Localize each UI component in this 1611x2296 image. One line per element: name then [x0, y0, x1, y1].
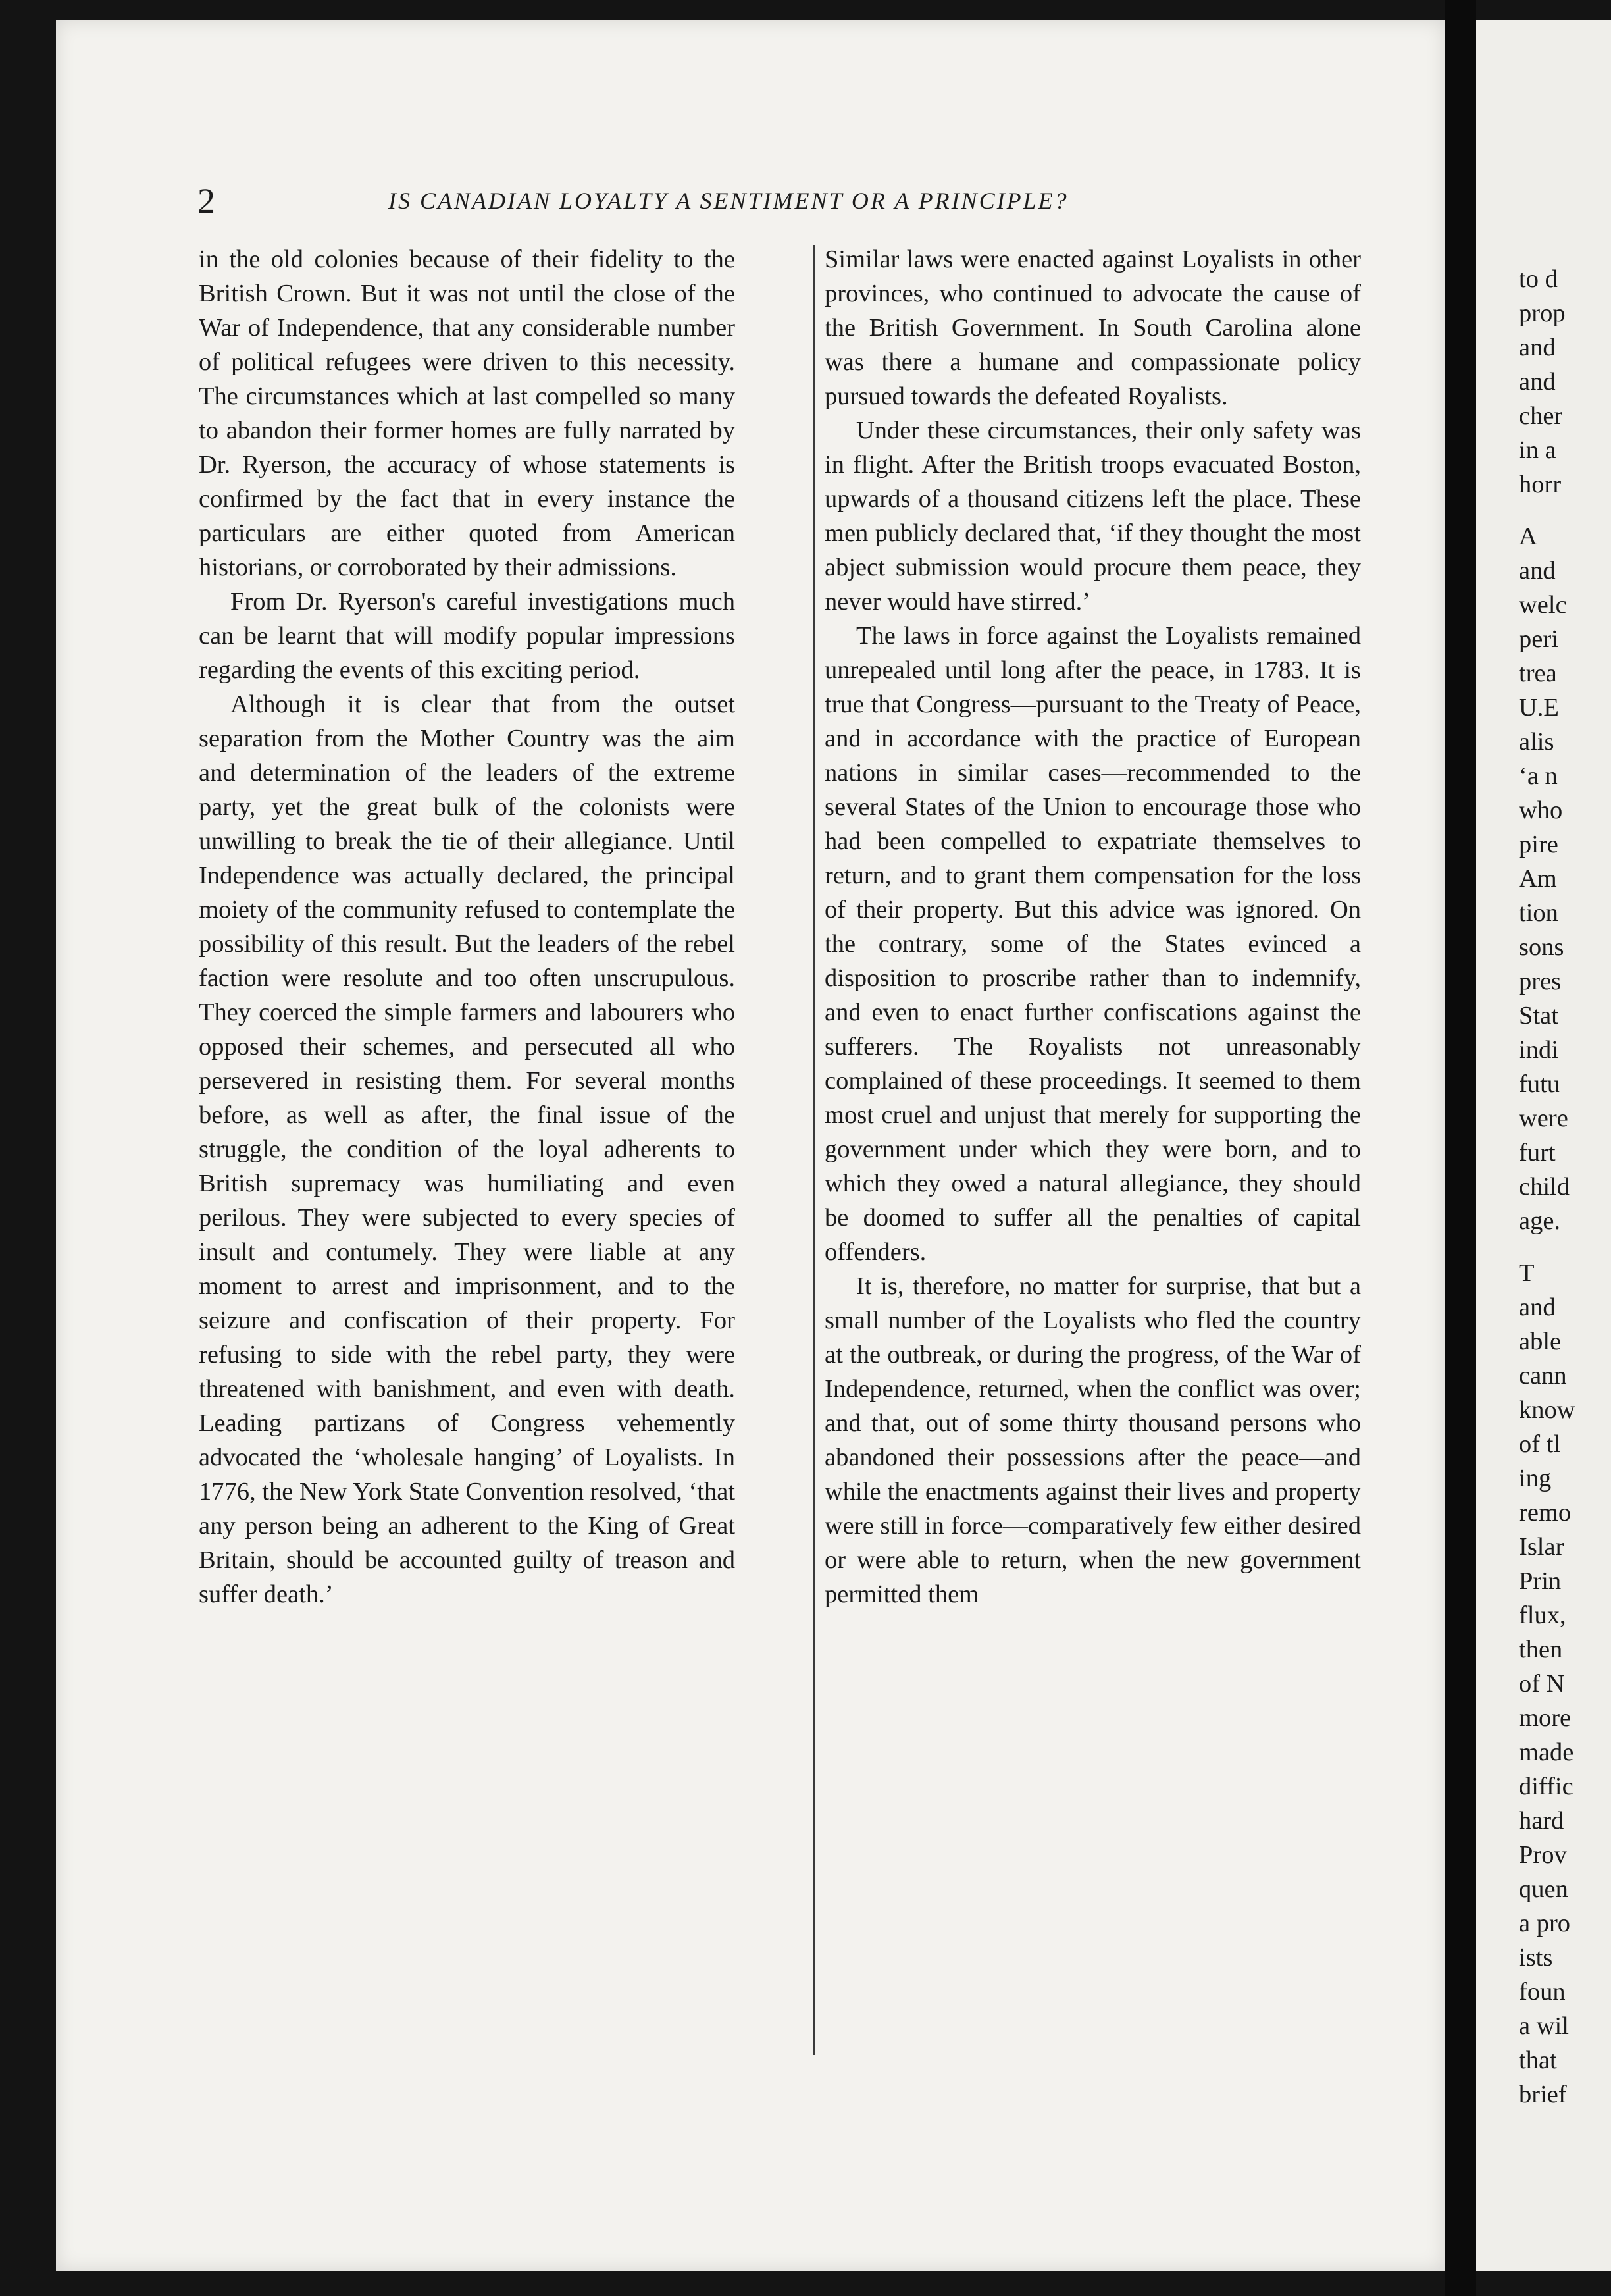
- facing-line-fragment: A: [1519, 523, 1537, 550]
- facing-line-fragment: to d: [1519, 265, 1558, 293]
- facing-line-fragment: tion: [1519, 899, 1558, 927]
- facing-line-fragment: a pro: [1519, 1910, 1571, 1937]
- facing-line-fragment: made: [1519, 1738, 1574, 1766]
- facing-line-fragment: ing: [1519, 1465, 1552, 1492]
- facing-line-fragment: know: [1519, 1396, 1575, 1424]
- paragraph: Under these circumstances, their only safety was in flight. After the British troops evacuated Boston, upwards of a thousand citizens left the place. These men publicly declared that, ‘if they thought the most abject submission would procure them peace, they never would have stirred.’: [825, 417, 1361, 615]
- facing-line-fragment: and: [1519, 1293, 1556, 1321]
- running-head: [197, 181, 1316, 221]
- page-number: 2: [197, 181, 215, 221]
- facing-line-fragment: [1519, 502, 1611, 519]
- left-text-column: [199, 242, 735, 1611]
- facing-line-fragment: foun: [1519, 1978, 1566, 2006]
- facing-line-fragment: Am: [1519, 865, 1557, 893]
- facing-line-fragment: cann: [1519, 1362, 1567, 1390]
- facing-line-fragment: were: [1519, 1105, 1568, 1132]
- facing-line-fragment: and: [1519, 557, 1556, 585]
- facing-line-fragment: more: [1519, 1704, 1572, 1732]
- facing-line-fragment: remo: [1519, 1499, 1572, 1526]
- facing-line-fragment: pres: [1519, 968, 1562, 995]
- facing-line-fragment: futu: [1519, 1070, 1560, 1098]
- facing-line-fragment: brief: [1519, 2081, 1567, 2108]
- facing-line-fragment: U.E: [1519, 694, 1559, 721]
- facing-line-fragment: hard: [1519, 1807, 1564, 1835]
- facing-line-fragment: horr: [1519, 471, 1562, 498]
- facing-line-fragment: age.: [1519, 1207, 1561, 1235]
- facing-line-fragment: that: [1519, 2047, 1557, 2074]
- running-title: IS CANADIAN LOYALTY A SENTIMENT OR A PRINCIPLE?: [388, 188, 1069, 214]
- facing-line-fragment: in a: [1519, 436, 1556, 464]
- paragraph: The laws in force against the Loyalists remained unrepealed until long after the peace, in 1783. It is true that Congress—pursuant to the Treaty of Peace, and in accordance with the practice of European nations in similar cases—recommended to the several States of the Union to encourage those who had been compelled to expatriate themselves to return, and to grant them compensation for the loss of their property. But this advice was ignored. On the contrary, some of the States evinced a disposition to proscribe rather than to indemnify, and even to enact further confiscations against the sufferers. The Royalists not unreasonably complained of these proceedings. It seemed to them most cruel and unjust that merely for supporting the government under which they were born, and to which they owed a natural allegiance, they should be doomed to suffer all the penalties of capital offenders.: [825, 622, 1361, 1266]
- right-text-column: [825, 242, 1361, 1611]
- page-gutter: [1445, 0, 1476, 2296]
- facing-line-fragment: and: [1519, 334, 1556, 361]
- facing-line-fragment: who: [1519, 796, 1563, 824]
- paragraph: It is, therefore, no matter for surprise, that but a small number of the Loyalists who fled the country at the outbreak, or during the progress, of the War of Independence, returned, when the conflict was over; and that, out of some thirty thousand persons who abandoned their possessions after the peace—and while the enactments against their lives and property were still in force—comparatively few either desired or were able to return, when the new government permitted them: [825, 1272, 1361, 1608]
- facing-line-fragment: of tl: [1519, 1430, 1561, 1458]
- facing-line-fragment: T: [1519, 1259, 1535, 1287]
- facing-page-text: [1519, 262, 1611, 2112]
- facing-page: [1476, 20, 1611, 2271]
- paragraph: Although it is clear that from the outset separation from the Mother Country was the aim and determination of the leaders of the extreme party, yet the great bulk of the colonists were unwilling to break the tie of their allegiance. Until Independence was actually declared, the principal moiety of the community refused to contemplate the possibility of this result. But the leaders of the rebel faction were resolute and too often unscrupulous. They coerced the simple farmers and labourers who opposed their schemes, and persecuted all who persevered in resisting them. For several months before, as well as after, the final issue of the struggle, the condition of the loyal adherents to British supremacy was humiliating and even perilous. They were subjected to every species of insult and contumely. They were liable at any moment to arrest and imprisonment, and to the seizure and confiscation of their property. For refusing to side with the rebel party, they were threatened with banishment, and even with death. Leading partizans of Congress vehemently advocated the ‘wholesale hanging’ of Loyalists. In 1776, the New York State Convention resolved, ‘that any person being an adherent to the King of Great Britain, should be accounted guilty of treason and suffer death.’: [199, 691, 735, 1608]
- facing-line-fragment: sons: [1519, 933, 1564, 961]
- facing-line-fragment: flux,: [1519, 1602, 1566, 1629]
- facing-line-fragment: trea: [1519, 660, 1557, 687]
- facing-line-fragment: then: [1519, 1636, 1563, 1663]
- facing-line-fragment: peri: [1519, 625, 1558, 653]
- paragraph: in the old colonies because of their fidelity to the British Crown. But it was not until the close of the War of Independence, that any considerable number of political refugees were driven to this necessity. The circumstances which at last compelled so many to abandon their former homes are fully narrated by Dr. Ryerson, the accuracy of whose statements is confirmed by the fact that in every instance the particulars are either quoted from American historians, or corroborated by their admissions.: [199, 246, 735, 581]
- facing-line-fragment: ists: [1519, 1944, 1553, 1971]
- facing-line-fragment: indi: [1519, 1036, 1558, 1064]
- facing-line-fragment: welc: [1519, 591, 1567, 619]
- facing-line-fragment: ‘a n: [1519, 762, 1558, 790]
- facing-line-fragment: [1519, 1238, 1611, 1256]
- facing-line-fragment: furt: [1519, 1139, 1556, 1166]
- facing-line-fragment: diffic: [1519, 1773, 1573, 1800]
- facing-line-fragment: quen: [1519, 1875, 1568, 1903]
- column-divider: [813, 245, 815, 2055]
- facing-line-fragment: Prov: [1519, 1841, 1567, 1869]
- facing-line-fragment: prop: [1519, 300, 1566, 327]
- facing-line-fragment: Prin: [1519, 1567, 1562, 1595]
- facing-line-fragment: of N: [1519, 1670, 1565, 1698]
- facing-line-fragment: Stat: [1519, 1002, 1558, 1030]
- facing-line-fragment: and: [1519, 368, 1556, 396]
- facing-line-fragment: cher: [1519, 402, 1563, 430]
- paragraph: Similar laws were enacted against Loyalists in other provinces, who continued to advocate the cause of the British Government. In South Carolina alone was there a humane and compassionate policy pursued towards the defeated Royalists.: [825, 246, 1361, 410]
- paragraph: From Dr. Ryerson's careful investigations much can be learnt that will modify popular impressions regarding the events of this exciting period.: [199, 588, 735, 684]
- facing-line-fragment: pire: [1519, 831, 1558, 858]
- facing-line-fragment: alis: [1519, 728, 1554, 756]
- facing-line-fragment: a wil: [1519, 2012, 1569, 2040]
- facing-line-fragment: child: [1519, 1173, 1570, 1201]
- facing-line-fragment: Islar: [1519, 1533, 1564, 1561]
- facing-line-fragment: able: [1519, 1328, 1562, 1355]
